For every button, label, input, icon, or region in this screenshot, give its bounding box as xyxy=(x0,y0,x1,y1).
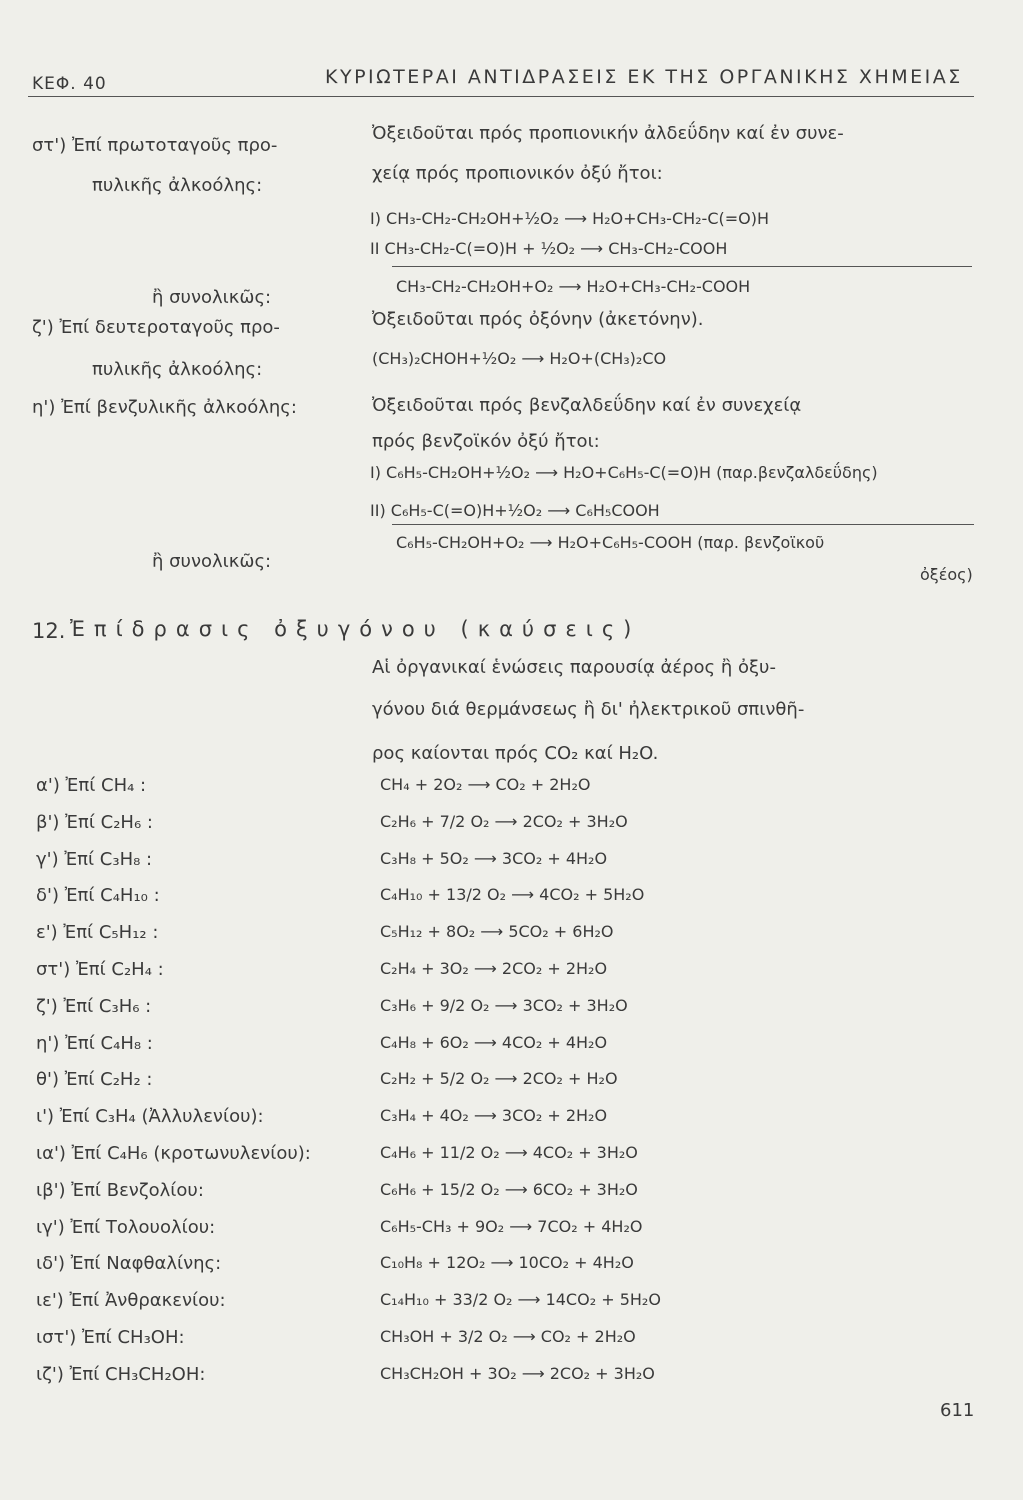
page-number: 611 xyxy=(940,1400,975,1421)
combustion-item-equation: CH₄ + 2O₂ ⟶ CO₂ + 2H₂O xyxy=(380,775,591,794)
item-st-total-equation: CH₃-CH₂-CH₂OH+O₂ ⟶ H₂O+CH₃-CH₂-COOH xyxy=(396,277,751,296)
combustion-item-label: η') Ἐπί C₄H₈ : xyxy=(36,1033,153,1054)
combustion-item-equation: C₅H₁₂ + 8O₂ ⟶ 5CO₂ + 6H₂O xyxy=(380,922,614,941)
combustion-item-equation: C₃H₄ + 4O₂ ⟶ 3CO₂ + 2H₂O xyxy=(380,1106,608,1125)
item-i-label: η') Ἐπί βενζυλικῆς ἀλκοόλης: xyxy=(32,397,297,418)
combustion-item-equation: CH₃OH + 3/2 O₂ ⟶ CO₂ + 2H₂O xyxy=(380,1327,636,1346)
item-i-text: Ὀξειδοῦται πρός βενζαλδεΰδην καί ἐν συνεχείᾳ xyxy=(372,395,802,416)
item-i-total-equation-cont: ὀξέος) xyxy=(920,565,973,584)
combustion-item-label: α') Ἐπί CH₄ : xyxy=(36,775,147,796)
combustion-item-label: γ') Ἐπί C₃H₈ : xyxy=(36,849,153,870)
combustion-item-label: ε') Ἐπί C₅H₁₂ : xyxy=(36,922,159,943)
combustion-item-label: ιβ') Ἐπί Βενζολίου: xyxy=(36,1180,204,1201)
combustion-item-label: ιστ') Ἐπί CH₃OH: xyxy=(36,1327,185,1348)
section-number: 12. xyxy=(32,619,66,643)
sum-rule xyxy=(392,524,974,525)
item-i-equation-1: I) C₆H₅-CH₂OH+½O₂ ⟶ H₂O+C₆H₅-C(=O)H (παρ.βενζαλδεΰδης) xyxy=(370,463,878,482)
section-intro-cont: γόνου διά θερμάνσεως ἢ δι' ἠλεκτρικοῦ σπινθῆ- xyxy=(372,699,805,720)
sum-rule xyxy=(392,266,972,267)
item-i-total-label: ἢ συνολικῶς: xyxy=(152,551,272,572)
combustion-item-equation: C₃H₈ + 5O₂ ⟶ 3CO₂ + 4H₂O xyxy=(380,849,608,868)
item-i-total-equation: C₆H₅-CH₂OH+O₂ ⟶ H₂O+C₆H₅-COOH (παρ. βενζοϊκοῦ xyxy=(396,533,825,552)
combustion-item-equation: C₂H₄ + 3O₂ ⟶ 2CO₂ + 2H₂O xyxy=(380,959,608,978)
section-intro: Αἱ ὀργανικαί ἑνώσεις παρουσίᾳ ἀέρος ἢ ὀξυ- xyxy=(372,657,776,678)
combustion-item-label: β') Ἐπί C₂H₆ : xyxy=(36,812,153,833)
combustion-item-label: δ') Ἐπί C₄H₁₀ : xyxy=(36,885,160,906)
combustion-item-label: στ') Ἐπί C₂H₄ : xyxy=(36,959,164,980)
item-z-text: Ὀξειδοῦται πρός ὀξόνην (ἀκετόνην). xyxy=(372,309,704,330)
item-z-label-cont: πυλικῆς ἀλκοόλης: xyxy=(92,359,263,380)
item-z-equation: (CH₃)₂CHOH+½O₂ ⟶ H₂O+(CH₃)₂CO xyxy=(372,349,667,368)
item-z-label: ζ') Ἐπί δευτεροταγοῦς προ- xyxy=(32,317,280,338)
section-intro-end: ρος καίονται πρός CO₂ καί H₂O. xyxy=(372,743,659,764)
combustion-item-equation: C₆H₆ + 15/2 O₂ ⟶ 6CO₂ + 3H₂O xyxy=(380,1180,638,1199)
item-st-equation-2: II CH₃-CH₂-C(=O)H + ½O₂ ⟶ CH₃-CH₂-COOH xyxy=(370,239,728,258)
combustion-item-equation: C₂H₂ + 5/2 O₂ ⟶ 2CO₂ + H₂O xyxy=(380,1069,618,1088)
combustion-item-equation: C₂H₆ + 7/2 O₂ ⟶ 2CO₂ + 3H₂O xyxy=(380,812,628,831)
combustion-item-equation: C₆H₅-CH₃ + 9O₂ ⟶ 7CO₂ + 4H₂O xyxy=(380,1217,643,1236)
combustion-item-label: ζ') Ἐπί C₃H₆ : xyxy=(36,996,152,1017)
item-st-label: στ') Ἐπί πρωτοταγοῦς προ- xyxy=(32,135,278,156)
combustion-item-equation: C₁₄H₁₀ + 33/2 O₂ ⟶ 14CO₂ + 5H₂O xyxy=(380,1290,661,1309)
item-i-equation-2: II) C₆H₅-C(=O)H+½O₂ ⟶ C₆H₅COOH xyxy=(370,501,660,520)
item-st-text-cont: χείᾳ πρός προπιονικόν ὀξύ ἤτοι: xyxy=(372,163,663,184)
combustion-item-label: ια') Ἐπί C₄H₆ (κροτωνυλενίου): xyxy=(36,1143,311,1164)
chapter-reference: ΚΕΦ. 40 xyxy=(32,74,107,94)
combustion-item-label: ιε') Ἐπί Ἀνθρακενίου: xyxy=(36,1290,226,1311)
item-i-text-cont: πρός βενζοϊκόν ὀξύ ἤτοι: xyxy=(372,431,600,452)
combustion-item-equation: CH₃CH₂OH + 3O₂ ⟶ 2CO₂ + 3H₂O xyxy=(380,1364,655,1383)
item-st-label-cont: πυλικῆς ἀλκοόλης: xyxy=(92,175,263,196)
combustion-item-equation: C₄H₆ + 11/2 O₂ ⟶ 4CO₂ + 3H₂O xyxy=(380,1143,638,1162)
section-title: Ἐπίδρασις ὀξυγόνου (καύσεις) xyxy=(70,617,641,641)
item-st-equation-1: I) CH₃-CH₂-CH₂OH+½O₂ ⟶ H₂O+CH₃-CH₂-C(=O)H xyxy=(370,209,770,228)
combustion-item-label: θ') Ἐπί C₂H₂ : xyxy=(36,1069,153,1090)
item-st-text: Ὀξειδοῦται πρός προπιονικήν ἀλδεΰδην καί ἐν συνε- xyxy=(372,123,844,144)
combustion-item-equation: C₄H₈ + 6O₂ ⟶ 4CO₂ + 4H₂O xyxy=(380,1033,608,1052)
combustion-item-label: ιζ') Ἐπί CH₃CH₂OH: xyxy=(36,1364,206,1385)
combustion-item-equation: C₄H₁₀ + 13/2 O₂ ⟶ 4CO₂ + 5H₂O xyxy=(380,885,645,904)
combustion-item-label: ιγ') Ἐπί Τολουολίου: xyxy=(36,1217,216,1238)
combustion-item-equation: C₃H₆ + 9/2 O₂ ⟶ 3CO₂ + 3H₂O xyxy=(380,996,628,1015)
combustion-item-label: ιδ') Ἐπί Ναφθαλίνης: xyxy=(36,1253,222,1274)
header-rule xyxy=(28,96,974,97)
item-st-total-label: ἢ συνολικῶς: xyxy=(152,287,272,308)
combustion-item-label: ι') Ἐπί C₃H₄ (Ἀλλυλενίου): xyxy=(36,1106,264,1127)
combustion-item-equation: C₁₀H₈ + 12O₂ ⟶ 10CO₂ + 4H₂O xyxy=(380,1253,634,1272)
page-header-title: ΚΥΡΙΩΤΕΡΑΙ ΑΝΤΙΔΡΑΣΕΙΣ ΕΚ ΤΗΣ ΟΡΓΑΝΙΚΗΣ ΧΗΜΕΙΑΣ xyxy=(325,66,963,88)
